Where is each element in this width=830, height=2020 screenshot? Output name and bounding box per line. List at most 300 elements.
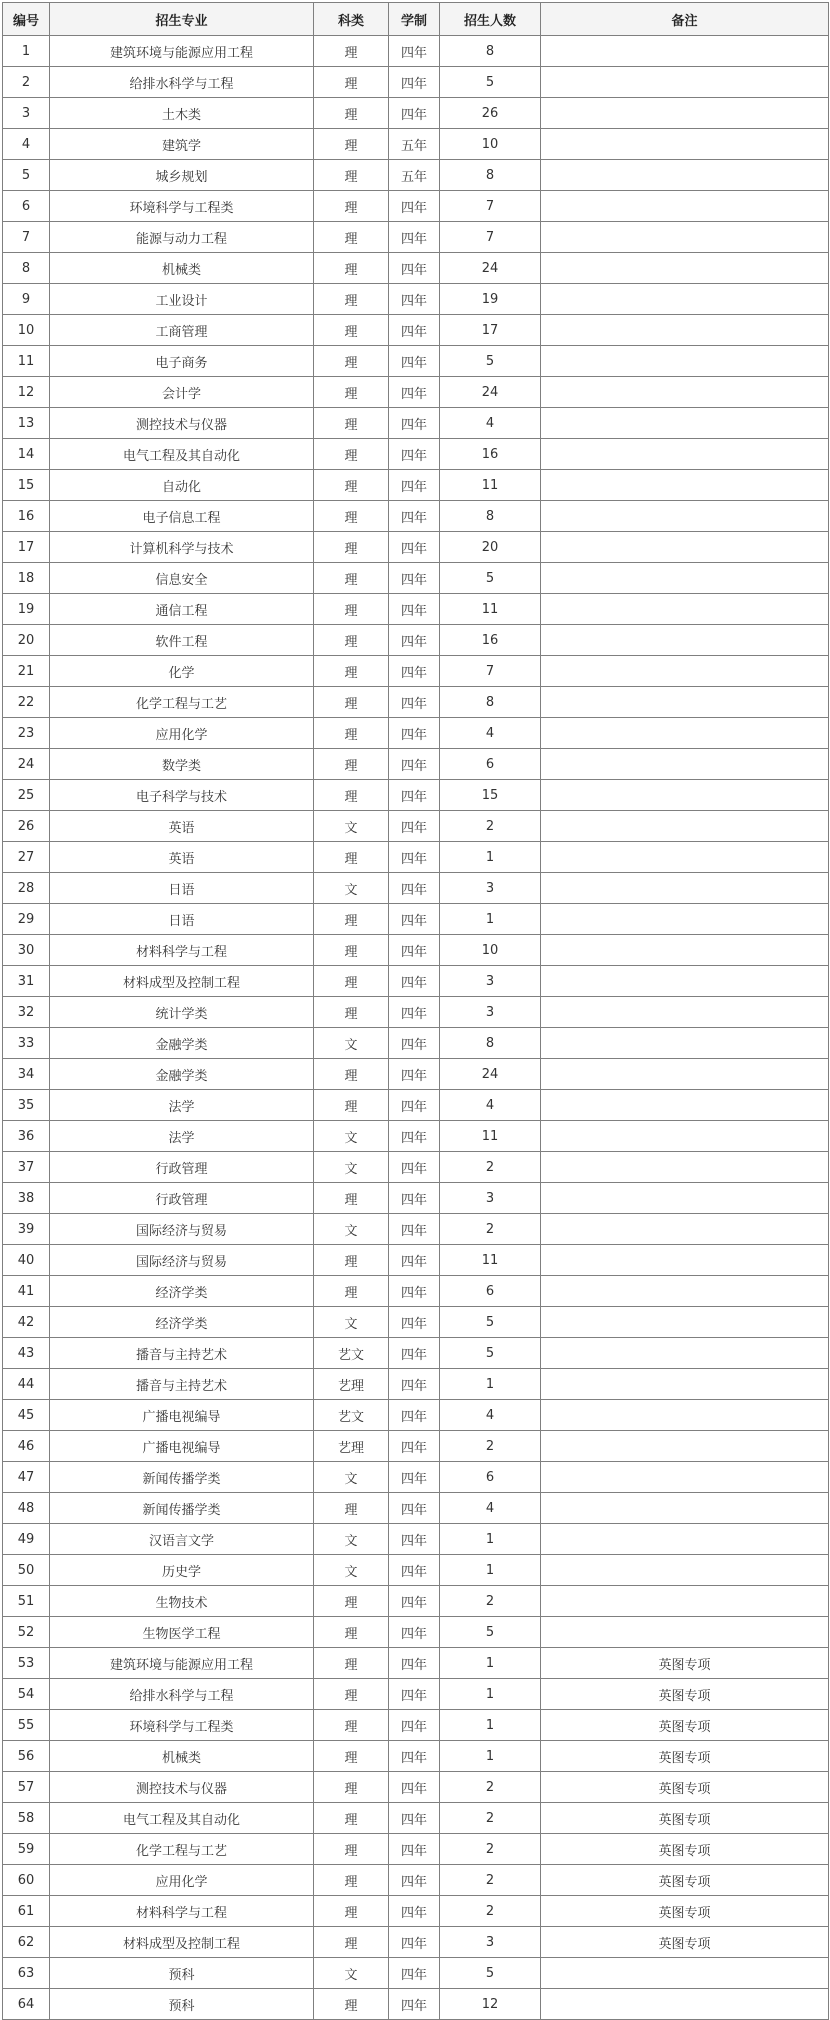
cell-major: 英语 [50, 842, 314, 873]
cell-duration: 四年 [389, 1865, 440, 1896]
cell-quota: 2 [440, 1152, 541, 1183]
cell-notes: 英图专项 [541, 1803, 829, 1834]
cell-notes: 英图专项 [541, 1741, 829, 1772]
cell-category: 理 [314, 191, 389, 222]
cell-major: 工业设计 [50, 284, 314, 315]
cell-major: 信息安全 [50, 563, 314, 594]
cell-id: 34 [3, 1059, 50, 1090]
cell-category: 艺理 [314, 1369, 389, 1400]
cell-id: 48 [3, 1493, 50, 1524]
cell-id: 57 [3, 1772, 50, 1803]
cell-duration: 四年 [389, 842, 440, 873]
table-row [3, 811, 829, 842]
cell-category: 理 [314, 1772, 389, 1803]
cell-quota: 2 [440, 1431, 541, 1462]
cell-category: 理 [314, 563, 389, 594]
cell-id: 35 [3, 1090, 50, 1121]
cell-major: 金融学类 [50, 1028, 314, 1059]
cell-major: 法学 [50, 1090, 314, 1121]
cell-major: 新闻传播学类 [50, 1493, 314, 1524]
cell-duration: 四年 [389, 1834, 440, 1865]
cell-duration: 四年 [389, 1617, 440, 1648]
cell-category: 理 [314, 98, 389, 129]
cell-category: 理 [314, 1679, 389, 1710]
cell-notes [541, 1462, 829, 1493]
cell-notes [541, 67, 829, 98]
cell-notes [541, 1059, 829, 1090]
cell-notes [541, 253, 829, 284]
cell-category: 理 [314, 36, 389, 67]
cell-major: 建筑学 [50, 129, 314, 160]
cell-duration: 四年 [389, 1679, 440, 1710]
table-row [3, 1090, 829, 1121]
cell-quota: 11 [440, 1121, 541, 1152]
table-row [3, 284, 829, 315]
table-row [3, 780, 829, 811]
cell-category: 理 [314, 1245, 389, 1276]
cell-notes: 英图专项 [541, 1865, 829, 1896]
cell-major: 城乡规划 [50, 160, 314, 191]
cell-duration: 四年 [389, 749, 440, 780]
table-row [3, 594, 829, 625]
cell-major: 行政管理 [50, 1152, 314, 1183]
header-quota: 招生人数 [440, 3, 541, 36]
cell-major: 化学工程与工艺 [50, 687, 314, 718]
cell-category: 文 [314, 1152, 389, 1183]
cell-major: 预科 [50, 1989, 314, 2020]
cell-notes [541, 284, 829, 315]
cell-quota: 2 [440, 1865, 541, 1896]
cell-category: 理 [314, 470, 389, 501]
cell-category: 艺理 [314, 1431, 389, 1462]
cell-major: 新闻传播学类 [50, 1462, 314, 1493]
cell-duration: 四年 [389, 191, 440, 222]
cell-category: 理 [314, 346, 389, 377]
cell-duration: 四年 [389, 594, 440, 625]
cell-major: 机械类 [50, 1741, 314, 1772]
cell-major: 国际经济与贸易 [50, 1245, 314, 1276]
cell-notes [541, 780, 829, 811]
table-row [3, 408, 829, 439]
table-row [3, 532, 829, 563]
cell-duration: 四年 [389, 1586, 440, 1617]
header-duration: 学制 [389, 3, 440, 36]
cell-major: 软件工程 [50, 625, 314, 656]
cell-quota: 16 [440, 625, 541, 656]
cell-major: 机械类 [50, 253, 314, 284]
cell-category: 理 [314, 160, 389, 191]
cell-notes [541, 811, 829, 842]
cell-quota: 4 [440, 408, 541, 439]
cell-category: 理 [314, 1276, 389, 1307]
cell-quota: 2 [440, 1834, 541, 1865]
cell-quota: 2 [440, 1896, 541, 1927]
cell-major: 日语 [50, 873, 314, 904]
table-row [3, 1772, 829, 1803]
cell-major: 英语 [50, 811, 314, 842]
cell-id: 31 [3, 966, 50, 997]
cell-duration: 四年 [389, 1400, 440, 1431]
table-row [3, 1493, 829, 1524]
cell-quota: 1 [440, 842, 541, 873]
cell-quota: 19 [440, 284, 541, 315]
cell-quota: 5 [440, 1617, 541, 1648]
cell-id: 37 [3, 1152, 50, 1183]
cell-id: 19 [3, 594, 50, 625]
table-row [3, 904, 829, 935]
cell-major: 生物医学工程 [50, 1617, 314, 1648]
cell-id: 1 [3, 36, 50, 67]
cell-quota: 6 [440, 1462, 541, 1493]
cell-id: 2 [3, 67, 50, 98]
cell-notes [541, 1958, 829, 1989]
table-row [3, 1865, 829, 1896]
cell-duration: 五年 [389, 160, 440, 191]
cell-id: 20 [3, 625, 50, 656]
cell-duration: 四年 [389, 253, 440, 284]
cell-major: 行政管理 [50, 1183, 314, 1214]
cell-notes [541, 873, 829, 904]
cell-category: 理 [314, 1865, 389, 1896]
cell-id: 15 [3, 470, 50, 501]
cell-notes [541, 1431, 829, 1462]
cell-notes [541, 1369, 829, 1400]
table-header [3, 3, 829, 36]
cell-quota: 20 [440, 532, 541, 563]
cell-duration: 四年 [389, 1214, 440, 1245]
cell-id: 30 [3, 935, 50, 966]
cell-quota: 4 [440, 1493, 541, 1524]
cell-notes [541, 625, 829, 656]
header-id: 编号 [3, 3, 50, 36]
cell-id: 54 [3, 1679, 50, 1710]
cell-duration: 四年 [389, 1555, 440, 1586]
cell-duration: 四年 [389, 1369, 440, 1400]
cell-category: 理 [314, 1493, 389, 1524]
cell-quota: 2 [440, 1803, 541, 1834]
cell-quota: 7 [440, 191, 541, 222]
cell-duration: 四年 [389, 315, 440, 346]
cell-quota: 10 [440, 129, 541, 160]
cell-major: 生物技术 [50, 1586, 314, 1617]
cell-duration: 四年 [389, 470, 440, 501]
cell-quota: 24 [440, 253, 541, 284]
cell-id: 17 [3, 532, 50, 563]
table-row [3, 1307, 829, 1338]
cell-category: 理 [314, 129, 389, 160]
cell-duration: 四年 [389, 1152, 440, 1183]
table-row [3, 67, 829, 98]
table-row [3, 1896, 829, 1927]
cell-category: 理 [314, 315, 389, 346]
cell-major: 预科 [50, 1958, 314, 1989]
cell-major: 建筑环境与能源应用工程 [50, 36, 314, 67]
cell-major: 经济学类 [50, 1276, 314, 1307]
cell-duration: 四年 [389, 346, 440, 377]
cell-category: 理 [314, 1586, 389, 1617]
header-notes: 备注 [541, 3, 829, 36]
table-row [3, 935, 829, 966]
cell-id: 62 [3, 1927, 50, 1958]
cell-duration: 四年 [389, 532, 440, 563]
cell-id: 27 [3, 842, 50, 873]
cell-quota: 5 [440, 346, 541, 377]
cell-category: 理 [314, 997, 389, 1028]
cell-quota: 24 [440, 377, 541, 408]
cell-id: 45 [3, 1400, 50, 1431]
cell-duration: 四年 [389, 687, 440, 718]
cell-notes [541, 98, 829, 129]
table-row [3, 1121, 829, 1152]
cell-quota: 11 [440, 1245, 541, 1276]
enrollment-table [2, 2, 829, 2020]
cell-notes [541, 656, 829, 687]
cell-notes [541, 966, 829, 997]
cell-duration: 四年 [389, 997, 440, 1028]
cell-id: 43 [3, 1338, 50, 1369]
cell-duration: 四年 [389, 1276, 440, 1307]
cell-quota: 15 [440, 780, 541, 811]
cell-id: 10 [3, 315, 50, 346]
cell-id: 9 [3, 284, 50, 315]
cell-category: 文 [314, 811, 389, 842]
header-category: 科类 [314, 3, 389, 36]
cell-id: 41 [3, 1276, 50, 1307]
cell-major: 统计学类 [50, 997, 314, 1028]
cell-notes [541, 532, 829, 563]
cell-major: 通信工程 [50, 594, 314, 625]
cell-notes [541, 470, 829, 501]
cell-category: 理 [314, 1896, 389, 1927]
cell-duration: 四年 [389, 1803, 440, 1834]
cell-notes [541, 904, 829, 935]
table-row [3, 160, 829, 191]
cell-duration: 四年 [389, 1927, 440, 1958]
cell-duration: 四年 [389, 284, 440, 315]
cell-category: 理 [314, 284, 389, 315]
table-row [3, 1183, 829, 1214]
cell-category: 理 [314, 935, 389, 966]
table-row [3, 1741, 829, 1772]
cell-category: 理 [314, 222, 389, 253]
cell-duration: 四年 [389, 780, 440, 811]
cell-duration: 四年 [389, 98, 440, 129]
cell-id: 59 [3, 1834, 50, 1865]
cell-notes [541, 222, 829, 253]
cell-major: 建筑环境与能源应用工程 [50, 1648, 314, 1679]
table-row [3, 439, 829, 470]
cell-duration: 四年 [389, 501, 440, 532]
cell-duration: 四年 [389, 1059, 440, 1090]
cell-notes [541, 377, 829, 408]
table-row [3, 1369, 829, 1400]
cell-major: 日语 [50, 904, 314, 935]
cell-id: 5 [3, 160, 50, 191]
cell-category: 理 [314, 842, 389, 873]
cell-notes: 英图专项 [541, 1679, 829, 1710]
cell-notes [541, 1090, 829, 1121]
cell-major: 电子科学与技术 [50, 780, 314, 811]
cell-notes [541, 439, 829, 470]
table-row [3, 1028, 829, 1059]
cell-category: 文 [314, 1028, 389, 1059]
cell-id: 6 [3, 191, 50, 222]
cell-id: 39 [3, 1214, 50, 1245]
cell-id: 13 [3, 408, 50, 439]
cell-category: 理 [314, 377, 389, 408]
cell-id: 14 [3, 439, 50, 470]
table-row [3, 1431, 829, 1462]
table-row [3, 1927, 829, 1958]
cell-id: 56 [3, 1741, 50, 1772]
cell-major: 电子信息工程 [50, 501, 314, 532]
cell-id: 46 [3, 1431, 50, 1462]
cell-quota: 5 [440, 1958, 541, 1989]
cell-major: 应用化学 [50, 1865, 314, 1896]
cell-quota: 2 [440, 811, 541, 842]
cell-major: 环境科学与工程类 [50, 1710, 314, 1741]
table-row [3, 1617, 829, 1648]
cell-quota: 5 [440, 563, 541, 594]
cell-id: 11 [3, 346, 50, 377]
cell-major: 电子商务 [50, 346, 314, 377]
cell-notes [541, 1245, 829, 1276]
cell-duration: 四年 [389, 1121, 440, 1152]
table-row [3, 718, 829, 749]
cell-category: 文 [314, 1524, 389, 1555]
cell-duration: 四年 [389, 966, 440, 997]
table-row [3, 563, 829, 594]
cell-notes: 英图专项 [541, 1834, 829, 1865]
cell-id: 29 [3, 904, 50, 935]
cell-category: 理 [314, 780, 389, 811]
cell-category: 文 [314, 873, 389, 904]
cell-quota: 3 [440, 1927, 541, 1958]
cell-notes [541, 997, 829, 1028]
cell-major: 材料科学与工程 [50, 1896, 314, 1927]
cell-id: 16 [3, 501, 50, 532]
table-row [3, 1586, 829, 1617]
cell-notes [541, 160, 829, 191]
cell-duration: 四年 [389, 935, 440, 966]
cell-major: 广播电视编导 [50, 1431, 314, 1462]
cell-id: 25 [3, 780, 50, 811]
cell-duration: 四年 [389, 408, 440, 439]
cell-duration: 四年 [389, 718, 440, 749]
cell-id: 60 [3, 1865, 50, 1896]
cell-notes [541, 1338, 829, 1369]
cell-id: 52 [3, 1617, 50, 1648]
cell-notes [541, 563, 829, 594]
cell-notes [541, 1214, 829, 1245]
cell-quota: 3 [440, 966, 541, 997]
cell-category: 理 [314, 1648, 389, 1679]
cell-notes [541, 1493, 829, 1524]
table-row [3, 625, 829, 656]
cell-duration: 四年 [389, 67, 440, 98]
cell-category: 理 [314, 904, 389, 935]
cell-major: 计算机科学与技术 [50, 532, 314, 563]
cell-id: 50 [3, 1555, 50, 1586]
cell-category: 理 [314, 594, 389, 625]
table-row [3, 98, 829, 129]
cell-major: 化学 [50, 656, 314, 687]
cell-id: 53 [3, 1648, 50, 1679]
cell-notes [541, 1152, 829, 1183]
cell-id: 24 [3, 749, 50, 780]
table-row [3, 1648, 829, 1679]
cell-notes: 英图专项 [541, 1896, 829, 1927]
cell-quota: 4 [440, 1090, 541, 1121]
cell-quota: 8 [440, 1028, 541, 1059]
cell-major: 国际经济与贸易 [50, 1214, 314, 1245]
table-row [3, 470, 829, 501]
cell-major: 材料科学与工程 [50, 935, 314, 966]
cell-major: 测控技术与仪器 [50, 408, 314, 439]
table-row [3, 687, 829, 718]
cell-id: 36 [3, 1121, 50, 1152]
cell-category: 理 [314, 749, 389, 780]
cell-category: 理 [314, 1803, 389, 1834]
cell-quota: 2 [440, 1772, 541, 1803]
cell-category: 理 [314, 656, 389, 687]
cell-duration: 四年 [389, 1462, 440, 1493]
cell-major: 播音与主持艺术 [50, 1338, 314, 1369]
cell-quota: 1 [440, 1555, 541, 1586]
cell-duration: 四年 [389, 1307, 440, 1338]
cell-quota: 1 [440, 1710, 541, 1741]
cell-notes [541, 1307, 829, 1338]
cell-notes [541, 594, 829, 625]
cell-quota: 1 [440, 1741, 541, 1772]
cell-duration: 四年 [389, 873, 440, 904]
table-row [3, 191, 829, 222]
cell-category: 理 [314, 1989, 389, 2020]
table-row [3, 1152, 829, 1183]
table-row [3, 1710, 829, 1741]
cell-major: 广播电视编导 [50, 1400, 314, 1431]
table-row [3, 1679, 829, 1710]
cell-id: 28 [3, 873, 50, 904]
table-row [3, 1958, 829, 1989]
cell-major: 应用化学 [50, 718, 314, 749]
cell-category: 理 [314, 1059, 389, 1090]
table-row [3, 1245, 829, 1276]
cell-category: 理 [314, 408, 389, 439]
cell-category: 理 [314, 253, 389, 284]
cell-notes [541, 1524, 829, 1555]
table-row [3, 1524, 829, 1555]
table-row [3, 873, 829, 904]
cell-quota: 1 [440, 904, 541, 935]
cell-id: 26 [3, 811, 50, 842]
cell-category: 文 [314, 1307, 389, 1338]
cell-notes: 英图专项 [541, 1710, 829, 1741]
cell-major: 能源与动力工程 [50, 222, 314, 253]
cell-duration: 四年 [389, 1338, 440, 1369]
cell-id: 42 [3, 1307, 50, 1338]
cell-id: 44 [3, 1369, 50, 1400]
cell-id: 8 [3, 253, 50, 284]
cell-duration: 四年 [389, 1524, 440, 1555]
cell-quota: 8 [440, 687, 541, 718]
cell-duration: 四年 [389, 1431, 440, 1462]
cell-major: 给排水科学与工程 [50, 67, 314, 98]
table-row [3, 36, 829, 67]
cell-id: 32 [3, 997, 50, 1028]
cell-category: 理 [314, 439, 389, 470]
cell-id: 7 [3, 222, 50, 253]
